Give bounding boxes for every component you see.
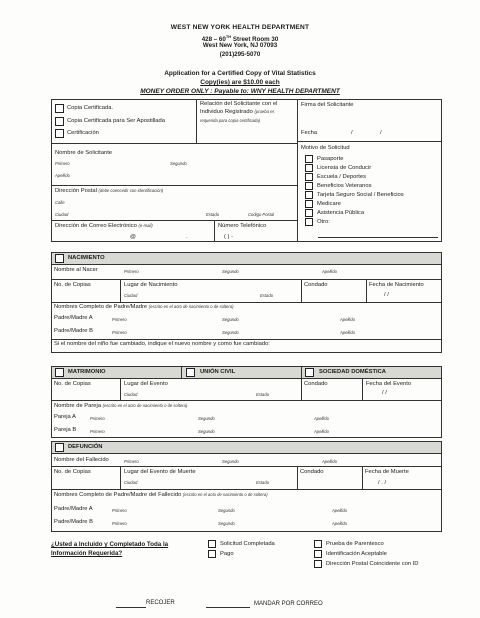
pago-checkbox[interactable] [208,550,216,558]
department-city: West New York, NJ 07093 [202,42,278,49]
motivo-checkbox[interactable] [305,182,313,190]
motivo-option-label: Pasaporte [317,156,344,162]
motivo-checkbox[interactable] [305,191,313,199]
motivo-checkbox[interactable] [305,164,313,172]
payment-line: MONEY ORDER ONLY : Payable to: WNY HEALTH DEPARTMENT [140,88,340,95]
direccion-label: Dirección Postal (debe coencedir con identificación) [55,188,164,194]
mandar-label: MANDAR POR CORREO [254,601,323,607]
recojer-label: RECOJER [146,600,175,606]
motivo-option-label: Beneficios Veteranos [317,183,372,189]
union-civil-checkbox[interactable] [186,368,195,377]
nacimiento-checkbox[interactable] [55,254,64,263]
motivo-option-label: Licensia de Conducir [317,165,372,171]
firma-label: Firma del Solicitante [301,102,354,108]
copia-certificada-label: Copia Certificada. [67,105,114,111]
motivo-checkbox[interactable] [305,173,313,181]
department-name: WEST NEW YORK HEALTH DEPARTMENT [170,24,310,31]
matrimonio-checkbox[interactable] [55,368,64,377]
department-address: 428 – 60TH Street Room 30 [201,34,279,44]
fecha-label: Fecha [301,130,318,136]
motivo-checkbox[interactable] [305,200,313,208]
footer-question-2: Información Requerida? [51,550,123,557]
copia-apostillada-checkbox[interactable] [55,117,64,126]
prueba-checkbox[interactable] [314,540,322,548]
motivo-option-label: Escuela / Deportes [317,174,366,180]
motivo-option-label: Asistencia Pública [317,210,365,216]
direccion-checkbox[interactable] [314,560,322,568]
identificacion-checkbox[interactable] [314,550,322,558]
defuncion-checkbox[interactable] [55,443,64,452]
form-title: Application for a Certified Copy of Vital Statistics [164,70,316,77]
department-phone: (201)295-5070 [219,51,261,58]
solicitud-checkbox[interactable] [208,540,216,548]
motivo-checkbox[interactable] [305,218,313,226]
fee-line: Copy(ies) are $10.00 each [200,79,280,86]
relacion-label-2: Individuo Registrado (prueba es [200,109,275,115]
nombre-solicitante-label: Nombre de Solicitante [55,150,113,156]
sociedad-domestica-checkbox[interactable] [305,368,314,377]
motivo-option-label: Tarjeta Seguro Social / Beneficios [317,192,404,198]
defuncion-section [51,441,442,532]
telefono-label: Número Telefónico [218,223,267,229]
relacion-label: Relación del Solicitante con el [200,101,278,107]
certificacion-checkbox[interactable] [55,129,64,138]
nacimiento-title: NACIMIENTO [68,255,105,261]
motivo-checkbox[interactable] [305,155,313,163]
footer-question-1: ¿Usted a Incluido y Completado Toda la [51,541,169,548]
copia-certificada-checkbox[interactable] [55,104,64,113]
certificacion-label: Certificación [67,130,99,136]
motivo-checkbox[interactable] [305,209,313,217]
correo-label: Dirección de Correo Electrónico (e-mail) [55,223,153,229]
copia-apostillada-label: Copia Certificada para Ser Apostillada [67,118,165,124]
motivo-option-label: Medicare [317,201,341,207]
cambio-nombre-label: Si el nombre del niño fue cambiado, indique el nuevo nombre y como fue cambiado: [54,341,270,347]
motivo-title: Motivo de Solicitud [301,145,350,151]
motivo-option-label: Otro: [317,219,330,225]
relacion-note: requerida para copia certificada) [200,118,261,123]
